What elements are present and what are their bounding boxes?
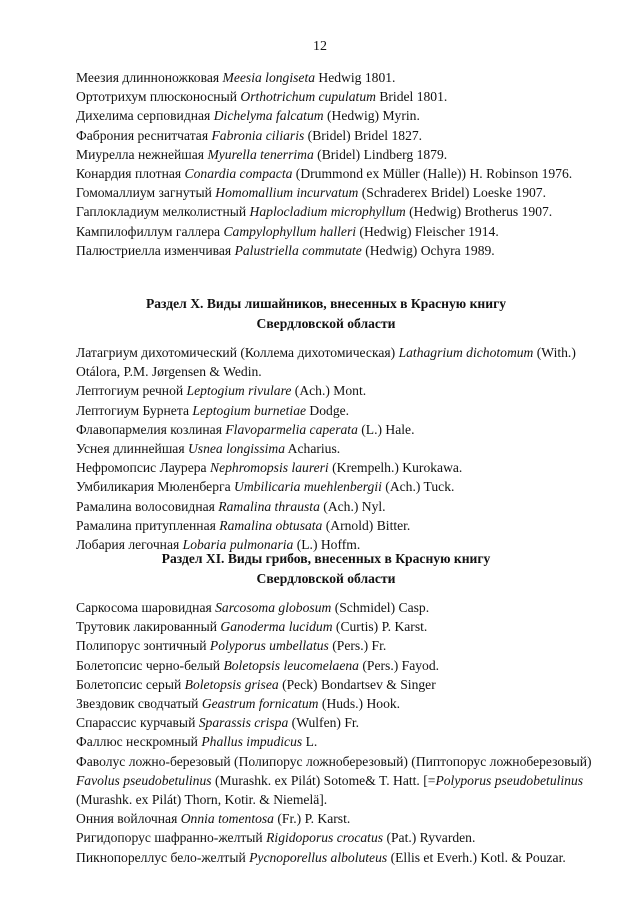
list-item: Уснея длиннейшая Usnea longissima Acharius.: [76, 441, 341, 457]
list-item: Гомомаллиум загнутый Homomallium incurvatum (Schraderex Bridel) Loeske 1907.: [76, 185, 546, 201]
section-title: Раздел X. Виды лишайников, внесенных в Красную книгу: [145, 296, 507, 311]
list-item: Трутовик лакированный Ganoderma lucidum (Curtis) P. Karst.: [76, 619, 428, 635]
list-item: Фаллюс нескромный Phallus impudicus L.: [76, 734, 318, 750]
fungi-list: [76, 598, 606, 867]
lichen-list: [76, 343, 606, 554]
section-subtitle: Свердловской области: [256, 571, 396, 586]
list-item: Конардия плотная Conardia compacta (Drummond ex Müller (Halle)) H. Robinson 1976.: [76, 166, 573, 182]
list-item: Фаброния реснитчатая Fabronia ciliaris (Bridel) Bridel 1827.: [76, 127, 423, 143]
list-item: Саркосома шаровидная Sarcosoma globosum (Schmidel) Casp.: [76, 600, 430, 615]
list-item: Кампилофиллум галлера Campylophyllum halleri (Hedwig) Fleischer 1914.: [76, 223, 499, 239]
list-item: Болетопсис черно-белый Boletopsis leucomelaena (Pers.) Fayod.: [76, 657, 440, 673]
list-item: Рамалина притупленная Ramalina obtusata (Arnold) Bitter.: [76, 517, 411, 533]
list-item: Лептогиум Бурнета Leptogium burnetiae Dodge.: [76, 402, 350, 418]
section-xi-heading: [76, 549, 576, 589]
list-item: Онния войлочная Onnia tomentosa (Fr.) P. Karst.: [76, 811, 351, 827]
moss-list: [76, 68, 606, 260]
list-item: Лобария легочная Lobaria pulmonaria (L.) Hoffm.: [76, 537, 361, 553]
list-item: Палюстриелла изменчивая Palustriella commutate (Hedwig) Ochyra 1989.: [76, 242, 495, 258]
list-item: Лептогиум речной Leptogium rivulare (Ach.) Mont.: [76, 383, 367, 399]
list-item: Флавопармелия козлиная Flavoparmelia caperata (L.) Hale.: [76, 421, 415, 437]
list-item: Фаволус ложно-березовый (Полипорус ложноберезовый) (Пиптопорус ложноберезовый) Favolus pseudobetulinus (Murashk. ex Pilát) Sotome& T. Hatt. [=Polyporus pseudobetulinus (Murashk. ex Pilát) Thorn, Kotir. & Niemelä].: [76, 753, 592, 808]
list-item: Ортотрихум плюсконосный Orthotrichum cupulatum Bridel 1801.: [76, 89, 448, 105]
section-x-heading: [76, 294, 576, 334]
list-item: Умбиликария Мюленберга Umbilicaria muehlenbergii (Ach.) Tuck.: [76, 479, 455, 495]
list-item: Полипорус зонтичный Polyporus umbellatus (Pers.) Fr.: [76, 638, 387, 654]
list-item: Звездовик сводчатый Geastrum fornicatum (Huds.) Hook.: [76, 696, 401, 712]
list-item: Латагриум дихотомический (Коллема дихотомическая) Lathagrium dichotomum (With.) Otálora, P.M. Jørgensen & Wedin.: [76, 345, 576, 380]
list-item: Гаплокладиум мелколистный Haplocladium microphyllum (Hedwig) Brotherus 1907.: [76, 204, 553, 220]
list-item: Рамалина волосовидная Ramalina thrausta (Ach.) Nyl.: [76, 498, 386, 514]
list-item: Нефромопсис Лаурера Nephromopsis laureri (Krempelh.) Kurokawa.: [76, 460, 463, 476]
list-item: Болетопсис серый Boletopsis grisea (Peck) Bondartsev & Singer: [76, 676, 436, 692]
page-number: 12: [313, 39, 327, 54]
list-item: Меезия длинноножковая Meesia longiseta Hedwig 1801.: [76, 70, 396, 85]
list-item: Пикнопореллус бело-желтый Pycnoporellus alboluteus (Ellis et Everh.) Kotl. & Pouzar.: [76, 849, 566, 865]
section-subtitle: Свердловской области: [256, 316, 396, 331]
section-title: Раздел XI. Виды грибов, внесенных в Красную книгу: [161, 551, 491, 566]
list-item: Ригидопорус шафранно-желтый Rigidoporus crocatus (Pat.) Ryvarden.: [76, 830, 476, 846]
list-item: Дихелима серповидная Dichelyma falcatum (Hedwig) Myrin.: [76, 108, 420, 124]
list-item: Миурелла нежнейшая Myurella tenerrima (Bridel) Lindberg 1879.: [76, 146, 448, 162]
list-item: Спарассис курчавый Sparassis crispa (Wulfen) Fr.: [76, 715, 360, 731]
